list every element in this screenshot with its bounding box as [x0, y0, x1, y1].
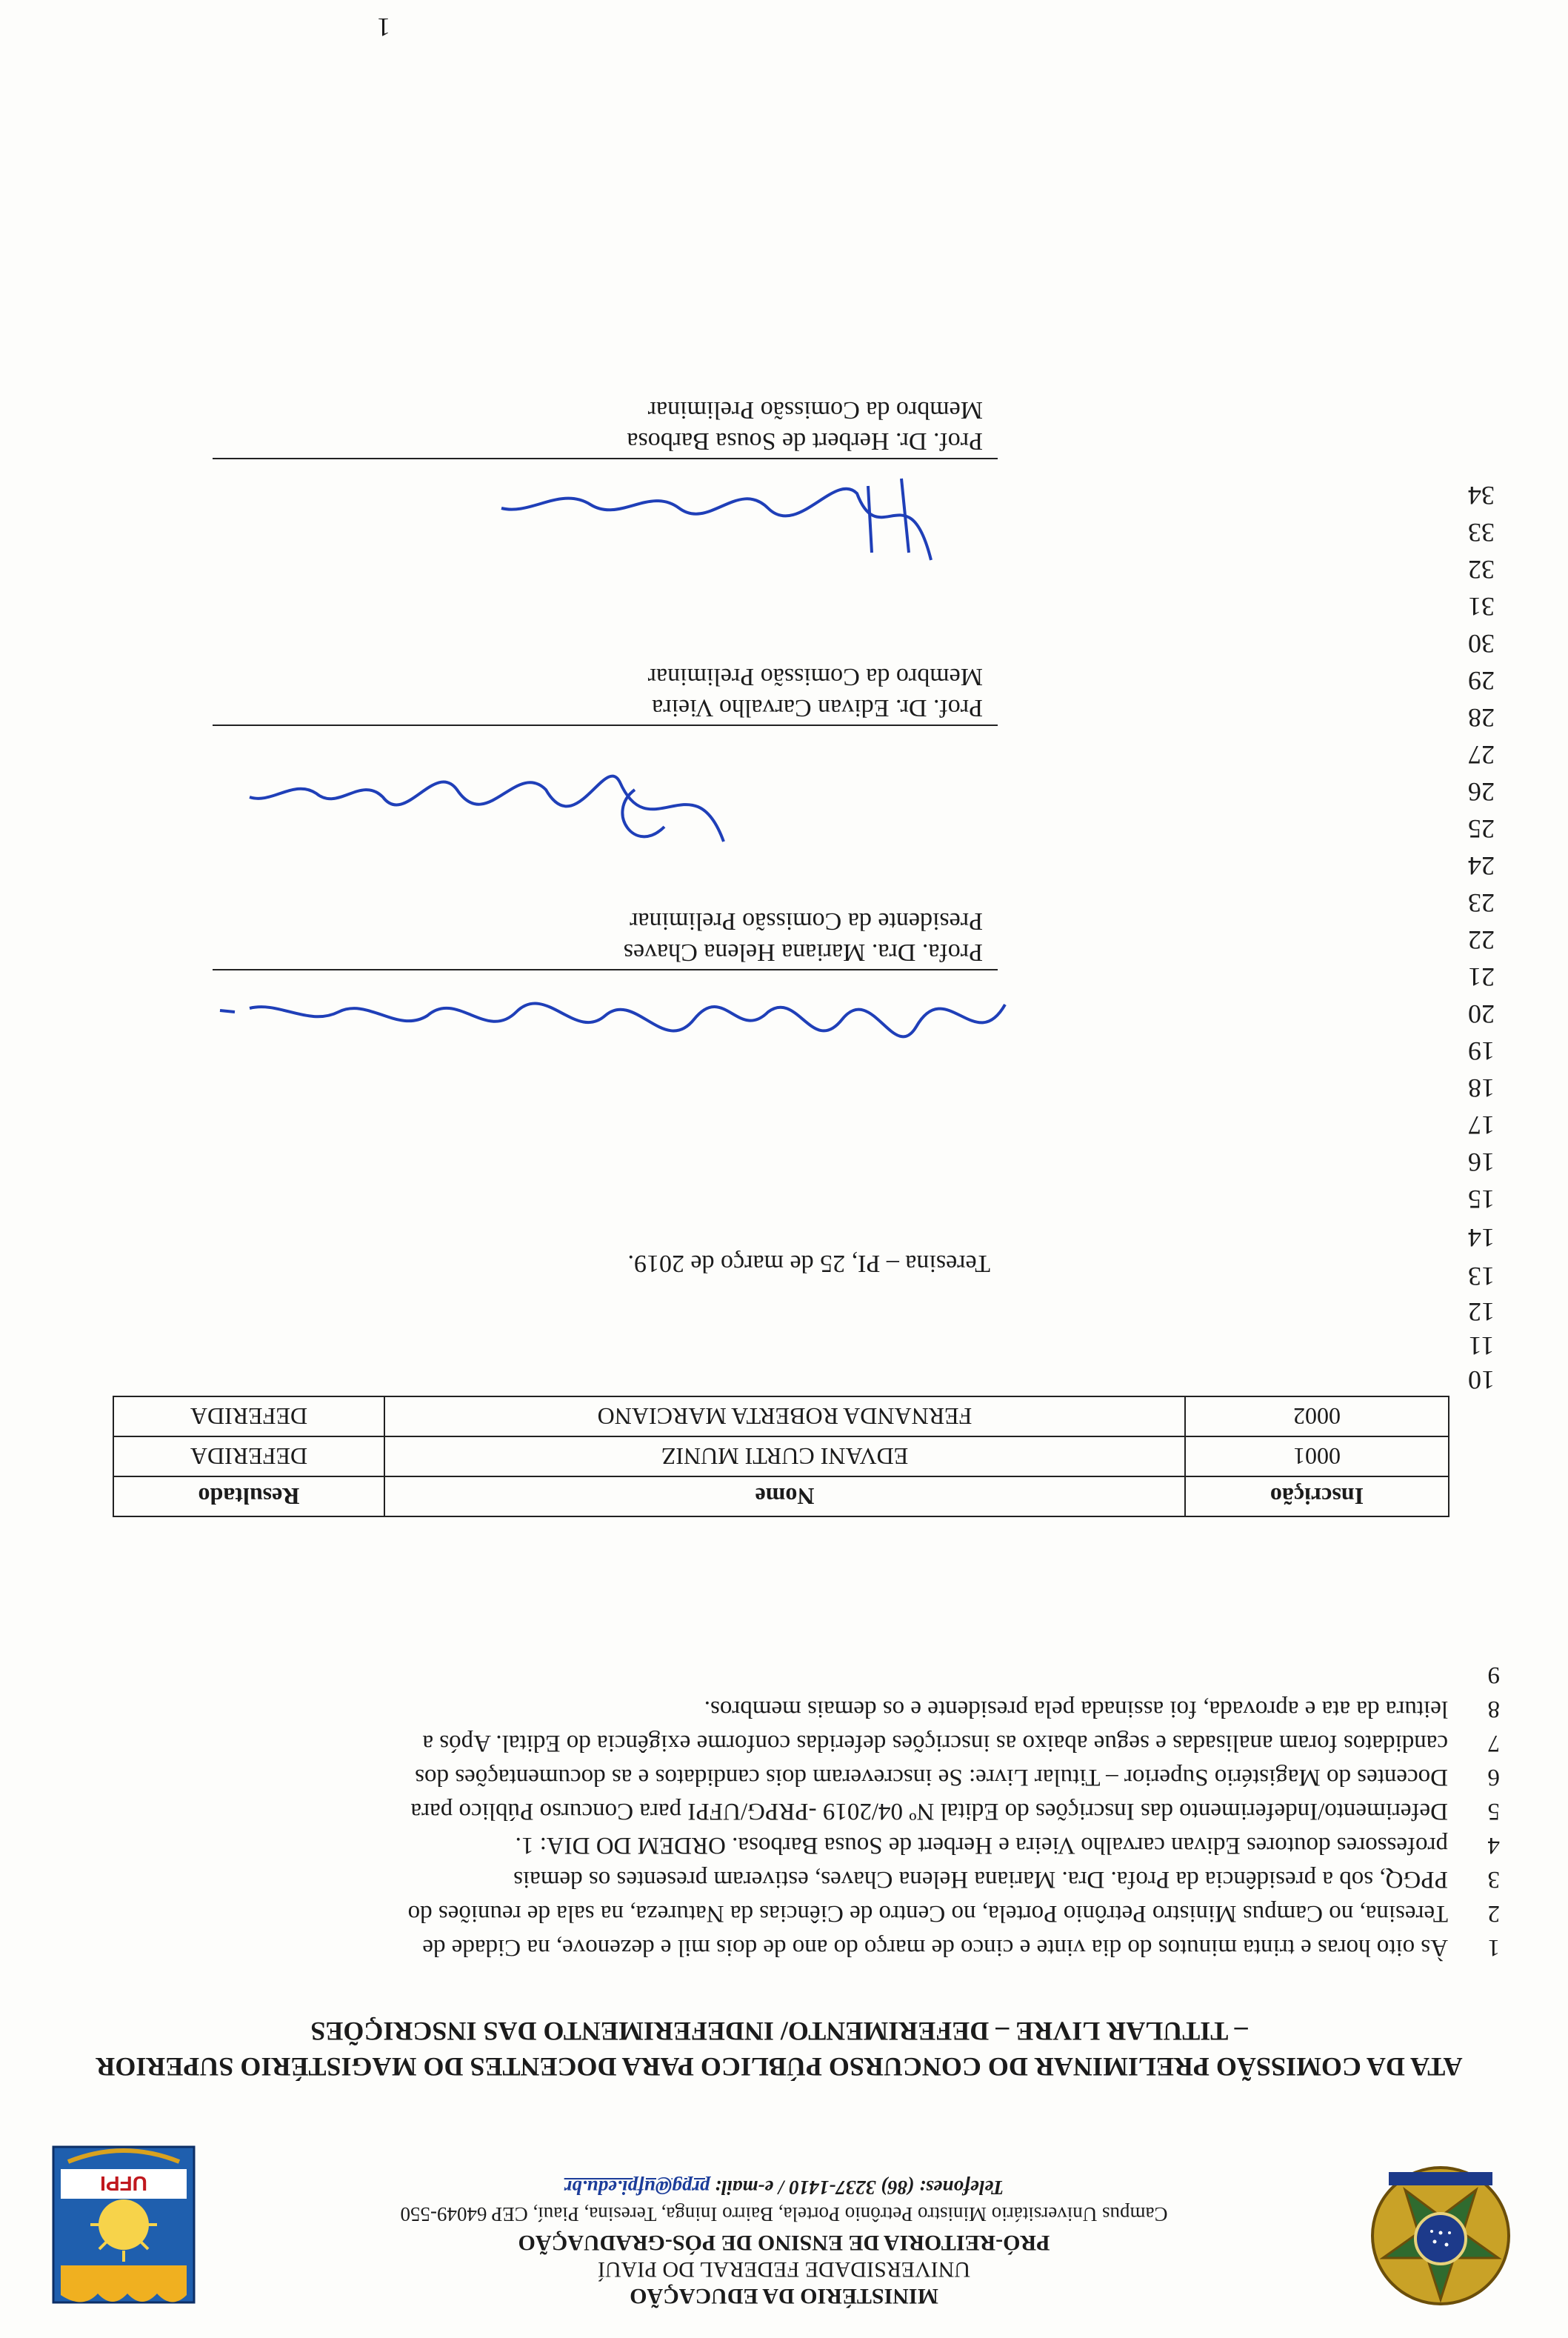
cell-nome: FERNANDA ROBERTA MARCIANO	[384, 1396, 1185, 1436]
line-number: 18	[1468, 1073, 1495, 1103]
date-line: Teresina – PI, 25 de março de 2019.	[627, 1250, 990, 1277]
line-text: candidatos foram analisadas e segue abaixo as inscrições deferidas conforme exigência do Edital. Após a	[422, 1730, 1448, 1756]
line-number: 22	[1468, 925, 1495, 955]
signature-line	[213, 969, 998, 970]
signature-mariana-icon	[176, 967, 1020, 1086]
line-number: 19	[1468, 1036, 1495, 1066]
line-number: 33	[1468, 518, 1495, 547]
table-header-row	[113, 1476, 1449, 1516]
line-number: 8	[1487, 1696, 1500, 1722]
svg-text:UFPI: UFPI	[100, 2172, 147, 2195]
header-pro-reitoria: PRÓ-REITORIA DE ENSINO DE PÓS-GRADUAÇÃO	[518, 2231, 1050, 2255]
signature-herbert-icon	[176, 464, 1020, 582]
signatory-role: Presidente da Comissão Preliminar	[630, 907, 983, 935]
body-line	[115, 1794, 1500, 1828]
line-number: 20	[1468, 999, 1495, 1029]
signatory-role: Membro da Comissão Preliminar	[647, 663, 983, 690]
line-number: 11	[1468, 1331, 1495, 1361]
signature-line	[213, 458, 998, 459]
body-line	[115, 1760, 1500, 1794]
line-number: 21	[1468, 962, 1495, 992]
line-number: 32	[1468, 555, 1495, 584]
signatory-name: Profa. Dra. Mariana Helena Chaves	[623, 939, 983, 966]
brasao-republica-icon	[1367, 2162, 1515, 2310]
line-number: 15	[1468, 1185, 1495, 1214]
line-number: 25	[1468, 814, 1495, 844]
header-email-link[interactable]: prpg@ufpi.edu.br	[564, 2177, 710, 2199]
header-contato	[222, 2175, 1346, 2200]
header-endereco: Campus Universitário Ministro Petrônio Portela, Bairro Ininga, Teresina, Piauí, CEP 64049-550	[400, 2203, 1168, 2225]
body-line	[115, 1692, 1500, 1726]
header-resultado: Resultado	[113, 1476, 384, 1516]
line-number: 6	[1487, 1764, 1500, 1791]
line-text: leitura da ata e aprovada, foi assinada pela presidente e os demais membros.	[704, 1696, 1448, 1722]
cell-resultado: DEFERIDA	[113, 1436, 384, 1476]
document-title: ATA DA COMISSÃO PRELIMINAR DO CONCURSO PÚBLICO PARA DOCENTES DO MAGISTÉRIO SUPERIOR – TITULAR LIVRE – DEFERIMENTO/ INDEFERIMENTO DAS INSCRIÇÕES	[96, 2016, 1463, 2082]
line-text: Deferimento/Indeferimento das Inscrições do Edital Nº 04/2019 -PRPG/UFPI para Concurso Público para	[410, 1798, 1448, 1825]
line-number: 26	[1468, 777, 1495, 807]
line-number: 5	[1487, 1798, 1500, 1825]
header-inscricao: Inscrição	[1185, 1476, 1449, 1516]
line-number: 17	[1468, 1110, 1495, 1140]
line-number: 4	[1487, 1832, 1500, 1859]
signature-edivan-icon	[176, 753, 1020, 871]
signatory-name: Prof. Dr. Edivan Carvalho Vieira	[652, 694, 983, 722]
header-telefones: Telefones: (86) 3237-1410 / e-mail:	[710, 2177, 1004, 2199]
body-line	[115, 1828, 1500, 1862]
table-row	[113, 1396, 1449, 1436]
body-line	[115, 1896, 1500, 1931]
cell-inscricao: 0001	[1185, 1436, 1449, 1476]
line-number: 30	[1468, 629, 1495, 659]
line-number: 1	[1487, 1934, 1500, 1961]
signature-line	[213, 725, 998, 726]
line-number: 13	[1468, 1262, 1495, 1291]
ufpi-logo-icon	[46, 2139, 201, 2310]
line-number: 31	[1468, 592, 1495, 622]
cell-inscricao: 0002	[1185, 1396, 1449, 1436]
line-number: 12	[1468, 1297, 1495, 1327]
cell-resultado: DEFERIDA	[113, 1396, 384, 1436]
body-line	[115, 1726, 1500, 1760]
line-number: 3	[1487, 1866, 1500, 1893]
header-ministerio: MINISTÉRIO DA EDUCAÇÃO	[630, 2284, 938, 2308]
line-text: professores doutores Edivan carvalho Vieira e Herbert de Sousa Barbosa. ORDEM DO DIA: 1.	[515, 1832, 1448, 1859]
line-text: Docentes do Magistério Superior – Titular Livre: Se inscreveram dois candidatos e as documentações dos	[415, 1764, 1448, 1791]
line-number: 10	[1468, 1365, 1495, 1395]
line-number: 34	[1468, 481, 1495, 510]
body-line	[115, 1931, 1500, 1965]
cell-nome: EDVANI CURTI MUNIZ	[384, 1436, 1185, 1476]
line-number: 27	[1468, 740, 1495, 770]
line-number: 23	[1468, 888, 1495, 918]
body-line	[115, 1862, 1500, 1896]
signatory-name: Prof. Dr. Herbert de Sousa Barbosa	[627, 427, 983, 455]
page-number: 1	[377, 13, 390, 42]
line-number: 24	[1468, 851, 1495, 881]
results-table	[113, 1396, 1449, 1517]
line-number: 29	[1468, 666, 1495, 696]
signatory-role: Membro da Comissão Preliminar	[647, 396, 983, 424]
line-text: PPGQ, sob a presidência da Profa. Dra. Mariana Helena Chaves, estiveram presentes os demais	[513, 1866, 1448, 1893]
line-number: 7	[1487, 1730, 1500, 1756]
line-number: 9	[1487, 1662, 1500, 1688]
header-nome: Nome	[384, 1476, 1185, 1516]
line-text: Às oito horas e trinta minutos do dia vinte e cinco de março do ano de dois mil e dezenove, na Cidade de	[422, 1934, 1448, 1961]
body-line	[115, 1658, 1500, 1692]
line-number: 2	[1487, 1900, 1500, 1927]
line-number: 16	[1468, 1148, 1495, 1177]
header-universidade: UNIVERSIDADE FEDERAL DO PIAUÍ	[597, 2257, 971, 2282]
table-row	[113, 1436, 1449, 1476]
line-number: 28	[1468, 703, 1495, 733]
line-text: Teresina, no Campus Ministro Petrônio Portela, no Centro de Ciências da Natureza, na sala de reuniões do	[407, 1900, 1448, 1927]
line-number: 14	[1468, 1223, 1495, 1253]
